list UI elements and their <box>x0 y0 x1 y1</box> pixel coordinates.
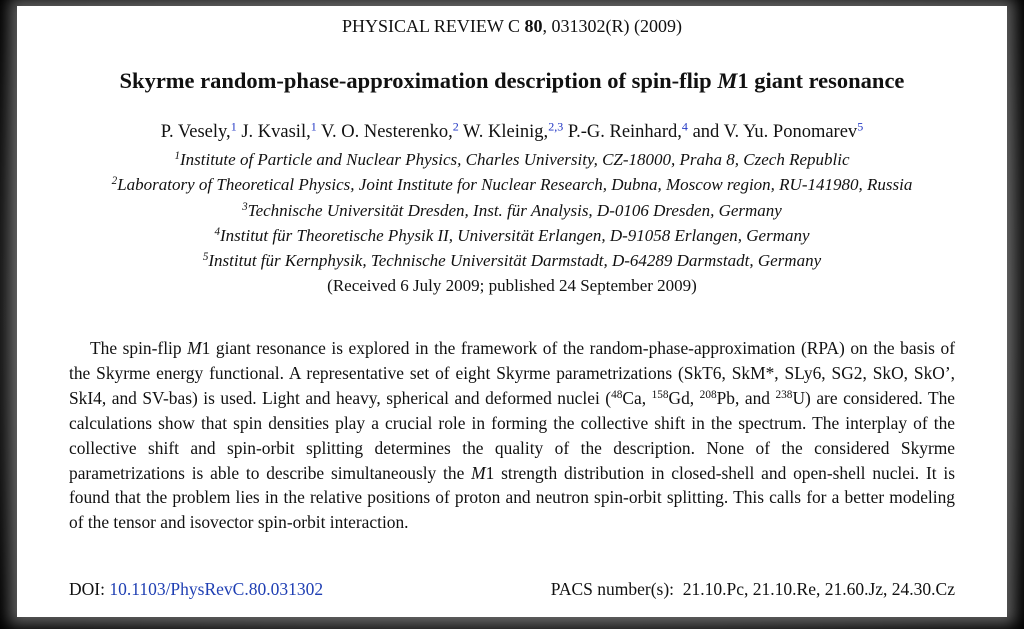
paper-page <box>17 6 1007 617</box>
affiliation: $^5$Institut für Kernphysik, Technische Universität Darmstadt, D-64289 Darmstadt, Germany <box>202 250 822 270</box>
author: W. Kleinig,$^{2,3}$ <box>463 119 564 142</box>
author-list <box>17 119 1007 143</box>
affiliation: $^2$Laboratory of Theoretical Physics, Joint Institute for Nuclear Research, Dubna, Moscow region, RU-141980, Russia <box>111 174 913 194</box>
doi: DOI: 10.1103/PhysRevC.80.031302 <box>69 579 324 599</box>
received-dates: (Received 6 July 2009; published 24 September 2009) <box>327 276 697 295</box>
doi-link[interactable]: 10.1103/PhysRevC.80.031302 <box>109 579 324 599</box>
affiliation: $^1$Institute of Particle and Nuclear Physics, Charles University, CZ-18000, Praha 8, Czech Republic <box>174 149 850 169</box>
author: P. Vesely,$^1$ <box>160 119 237 142</box>
author: J. Kvasil,$^1$ <box>241 119 317 142</box>
author: P.-G. Reinhard,$^4$ <box>567 119 688 142</box>
author: and V. Yu. Ponomarev$^5$ <box>692 119 864 142</box>
author: V. O. Nesterenko,$^2$ <box>321 119 459 142</box>
affiliation: $^3$Technische Universität Dresden, Inst. für Analysis, D-0106 Dresden, Germany <box>242 200 782 220</box>
journal-header: PHYSICAL REVIEW C 80, 031302(R) (2009) <box>342 16 682 36</box>
affiliation: $^4$Institut für Theoretische Physik II, Universität Erlangen, D-91058 Erlangen, Germany <box>214 225 810 245</box>
pacs-numbers: PACS number(s): 21.10.Pc, 21.10.Re, 21.60.Jz, 24.30.Cz <box>550 579 955 599</box>
paper-title: Skyrme random-phase-approximation description of spin-flip M1 giant resonance <box>119 68 905 93</box>
abstract: The spin-flip M1 giant resonance is explored in the framework of the random-phase-approximation (RPA) on the basis of the Skyrme energy functional. A representative set of eight Skyrme parametrizations (SkT6, SkM*, SLy6, SG2, SkO, SkO’, SkI4, and SV-bas) is used. Light and heavy, spherical and deformed nuclei ($^{48}$Ca, $^{158}$Gd, $^{208}$Pb, and $^{238}$U) are considered. The calculations show that spin densities play a crucial role in forming the collective shift in the spectrum. The interplay of the collective shift and spin-orbit splitting determines the quality of the description. None of the considered Skyrme parametrizations is able to describe simultaneously the M1 strength distribution in closed-shell and open-shell nuclei. It is found that the problem lies in the relative positions of proton and neutron spin-orbit splitting. This calls for a better modeling of the tensor and isovector spin-orbit interaction. <box>69 338 955 533</box>
